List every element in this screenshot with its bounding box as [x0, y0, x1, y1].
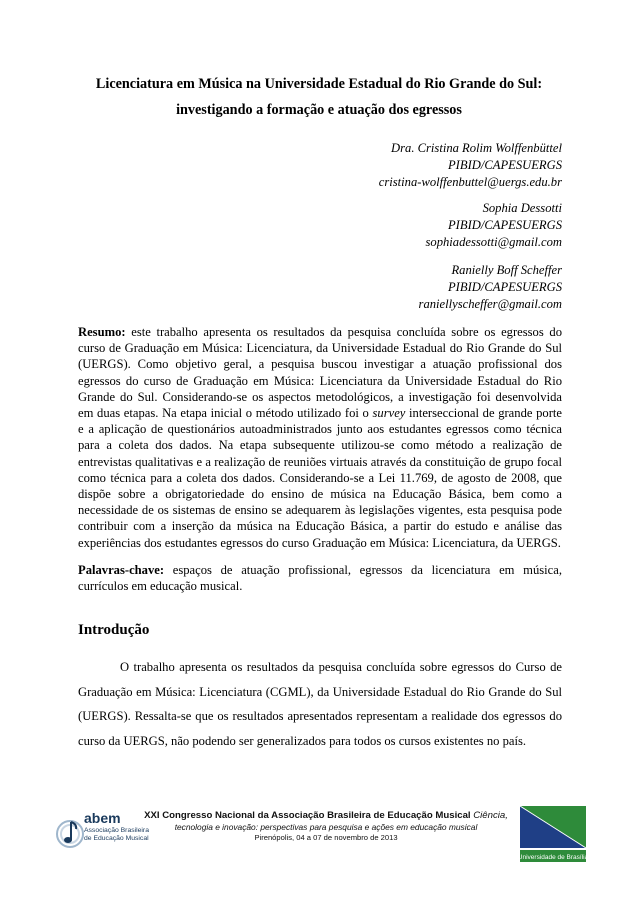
unb-emblem-icon [518, 804, 588, 864]
conference-theme-start: Ciência, [470, 810, 508, 821]
author-block-3 [242, 262, 562, 313]
title-line-2: investigando a formação e atuação dos egressos [176, 102, 462, 118]
keywords-text: espaços de atuação profissional, egressos da licenciatura em música, currículos em educação musical. [78, 563, 562, 594]
section-heading-introduction: Introdução [78, 622, 150, 638]
author-email: raniellyscheffer@gmail.com [418, 297, 562, 311]
conference-line-2: tecnologia e inovação: perspectivas para pesquisa e ações em educação musical [174, 822, 478, 832]
keywords [78, 562, 562, 594]
introduction-paragraph: O trabalho apresenta os resultados da pesquisa concluída sobre egressos do Curso de Graduação em Música: Licenciatura (CGML), da Universidade Estadual do Rio Grande do Sul (UERGS). Ressalta-se que os resultados apresentados representam a realidade dos egressos do curso da UERGS, não podendo ser generalizados para todos os cursos existentes no país. [78, 660, 562, 748]
author-name: Ranielly Boff Scheffer [451, 263, 562, 277]
author-affiliation: PIBID/CAPESUERGS [447, 158, 562, 172]
abem-wordmark: abem [84, 810, 121, 826]
abem-emblem-icon [56, 812, 84, 856]
abstract-text-1: este trabalho apresenta os resultados da pesquisa concluída sobre os egressos do curso de Graduação em Música: Licenciatura, da Universidade Estadual do Rio Grande do Sul (UERGS). Como objetivo geral, a pesquisa buscou investigar a atuação profissional dos egressos do curso de Graduação em Música: Licenciatura da Universidade Estadual do Rio Grande do Sul. Considerando-se os aspectos metodológicos, a investigação foi desenvolvida em duas etapas. Na etapa inicial o método utilizado foi o [78, 325, 562, 421]
paper-title [64, 71, 574, 123]
abstract-italic-term: survey [372, 406, 406, 421]
author-name: Dra. Cristina Rolim Wolffenbüttel [391, 141, 562, 155]
unb-logo [518, 804, 588, 864]
keywords-label: Palavras-chave: [78, 563, 165, 577]
abstract [78, 324, 562, 551]
abstract-text-2: interseccional de grande porte e a aplicação de questionários autoadministrados junto aos estudantes egressos como técnica para a coleta dos dados. Na etapa subsequente utilizou-se como método a realização de entrevistas qualitativas e a realização de reuniões virtuais através da constituição de grupo focal como técnica para a coleta dos dados. Considerando-se a Lei 11.769, de agosto de 2008, que dispõe sobre a obrigatoriedade do ensino de música na Educação Básica, bem como a necessidade de os sistemas de ensino se adequarem às legislações vigentes, esta pesquisa pode contribuir com a inserção da música na Educação Básica, a partir do estudo e análise das experiências dos estudantes egressos do curso Graduação em Música: Licenciatura, da UERGS. [78, 406, 562, 550]
page-footer [0, 800, 638, 870]
author-name: Sophia Dessotti [482, 201, 562, 215]
author-affiliation: PIBID/CAPESUERGS [447, 218, 562, 232]
author-block-2 [242, 200, 562, 251]
abem-subtitle [84, 827, 149, 843]
abem-subtitle-line-1: Associação Brasileira [84, 827, 149, 834]
conference-info [142, 810, 510, 843]
author-affiliation: PIBID/CAPESUERGS [447, 280, 562, 294]
unb-label: Universidade de Brasília [518, 854, 588, 861]
abstract-label: Resumo: [78, 325, 126, 339]
author-email: sophiadessotti@gmail.com [425, 235, 562, 249]
conference-name: XXI Congresso Nacional da Associação Brasileira de Educação Musical [144, 810, 471, 821]
conference-line-1 [142, 810, 510, 822]
title-line-1: Licenciatura em Música na Universidade Estadual do Rio Grande do Sul: [95, 76, 543, 92]
author-block-1 [242, 140, 562, 191]
author-email: cristina-wolffenbuttel@uergs.edu.br [378, 175, 562, 189]
conference-line-3: Pirenópolis, 04 a 07 de novembro de 2013 [254, 833, 398, 842]
abem-subtitle-line-2: de Educação Musical [84, 835, 149, 842]
